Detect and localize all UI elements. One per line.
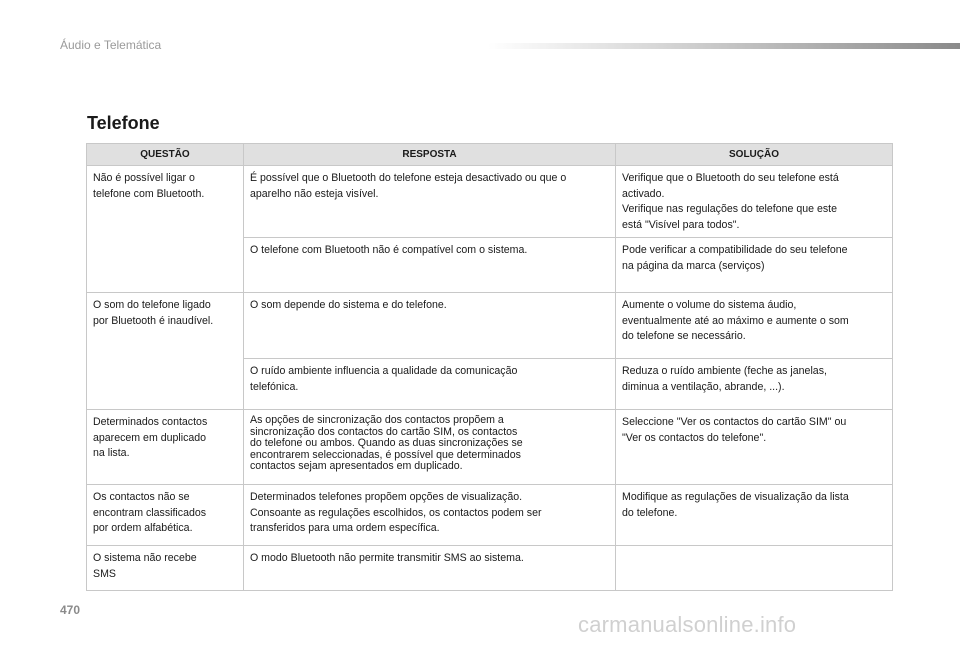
answer-cell — [244, 238, 616, 293]
question-cell — [87, 293, 244, 410]
answer-text: Determinados telefones propõem opções de visualização. Consoante as regulações escolhidos, os contactos podem ser transferidos para uma ordem específica. — [250, 491, 542, 534]
page-number: 470 — [60, 603, 81, 617]
solution-text: Aumente o volume do sistema áudio, eventualmente até ao máximo e aumente o som do telefone se necessário. — [622, 299, 849, 342]
question-text: O sistema não recebe SMS — [93, 552, 197, 580]
answer-text: O ruído ambiente influencia a qualidade da comunicação telefónica. — [250, 365, 518, 393]
solution-text: Pode verificar a compatibilidade do seu telefone na página da marca (serviços) — [622, 244, 848, 272]
section-title: Telefone — [87, 113, 160, 133]
question-cell — [87, 546, 244, 591]
table-header-row — [87, 144, 893, 166]
answer-cell — [244, 293, 616, 359]
answer-text: O som depende do sistema e do telefone. — [250, 299, 447, 311]
answer-cell — [244, 485, 616, 546]
answer-cell — [244, 166, 616, 238]
table-row — [87, 546, 893, 591]
column-header-solution: SOLUÇÃO — [616, 144, 893, 166]
answer-text: O telefone com Bluetooth não é compatível com o sistema. — [250, 244, 528, 256]
answer-cell — [244, 546, 616, 591]
table-row — [87, 293, 893, 359]
solution-cell — [616, 546, 893, 591]
solution-cell — [616, 166, 893, 238]
question-cell — [87, 166, 244, 293]
question-text: Os contactos não se encontram classificados por ordem alfabética. — [93, 491, 207, 534]
question-cell — [87, 410, 244, 485]
question-cell — [87, 485, 244, 546]
solution-cell — [616, 238, 893, 293]
solution-text: Verifique que o Bluetooth do seu telefone está activado. Verifique nas regulações do telefone que este está "Visível para todos". — [622, 172, 839, 231]
question-text: O som do telefone ligado por Bluetooth é inaudível. — [93, 299, 214, 327]
solution-text: Seleccione "Ver os contactos do cartão SIM" ou "Ver os contactos do telefone". — [622, 416, 847, 444]
solution-text: Reduza o ruído ambiente (feche as janelas, diminua a ventilação, abrande, ...). — [622, 365, 827, 393]
question-text: Determinados contactos aparecem em duplicado na lista. — [93, 416, 208, 459]
answer-text: O modo Bluetooth não permite transmitir SMS ao sistema. — [250, 552, 524, 564]
running-header-title: Áudio e Telemática — [60, 38, 162, 52]
question-text: Não é possível ligar o telefone com Bluetooth. — [93, 172, 205, 200]
table-row — [87, 166, 893, 238]
watermark: carmanualsonline.info — [578, 612, 797, 637]
header-decorative-bar — [488, 43, 960, 49]
solution-cell — [616, 485, 893, 546]
table-row — [87, 485, 893, 546]
faq-table — [86, 143, 893, 591]
solution-cell — [616, 359, 893, 410]
answer-text: É possível que o Bluetooth do telefone esteja desactivado ou que o aparelho não esteja visível. — [250, 172, 567, 200]
solution-text: Modifique as regulações de visualização da lista do telefone. — [622, 491, 849, 519]
solution-cell — [616, 410, 893, 485]
column-header-answer: RESPOSTA — [244, 144, 616, 166]
column-header-question: QUESTÃO — [87, 144, 244, 166]
solution-cell — [616, 293, 893, 359]
answer-text: As opções de sincronização dos contactos propõem a sincronização dos contactos do cartão SIM, os contactos do telefone ou ambos. Quando as duas sincronizações se encontrarem seleccionadas, é possível que determinados contactos sejam apresentados em duplicado. — [250, 414, 523, 473]
answer-cell — [244, 359, 616, 410]
table-row — [87, 410, 893, 485]
answer-cell — [244, 410, 616, 485]
